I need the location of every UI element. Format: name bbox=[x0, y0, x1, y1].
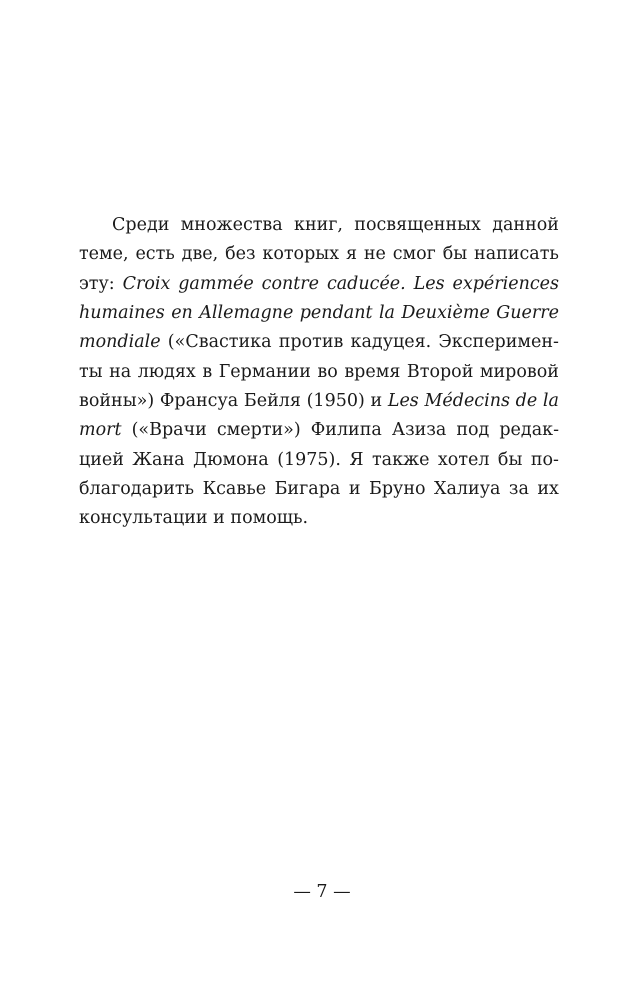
word: Ксавье bbox=[202, 479, 267, 500]
word: Guerre bbox=[496, 303, 559, 324]
word: по- bbox=[530, 449, 559, 470]
word: есть bbox=[135, 244, 175, 265]
word: написать bbox=[474, 244, 559, 265]
word: помощь. bbox=[230, 508, 309, 529]
word: en bbox=[171, 303, 193, 324]
word: (1950) bbox=[306, 391, 365, 412]
word: Я bbox=[349, 449, 364, 470]
word: в bbox=[202, 361, 213, 382]
word: во bbox=[317, 361, 338, 382]
word: Халиуа bbox=[434, 479, 501, 500]
word: Бигара bbox=[274, 479, 341, 500]
word: кадуцея. bbox=[350, 332, 432, 353]
word: Азиза bbox=[391, 420, 447, 441]
word: Жана bbox=[132, 449, 185, 470]
word: множества bbox=[180, 215, 283, 235]
word: бы bbox=[497, 449, 523, 470]
word: expériences bbox=[452, 273, 559, 294]
word: la bbox=[378, 303, 395, 324]
word: и bbox=[213, 508, 225, 529]
body-paragraph bbox=[79, 211, 559, 534]
word: pendant bbox=[299, 303, 373, 324]
word: Второй bbox=[406, 361, 474, 382]
word: время bbox=[344, 361, 401, 382]
word: Allemagne bbox=[199, 303, 294, 324]
text-line bbox=[79, 240, 559, 269]
word: de bbox=[515, 391, 538, 412]
text-line bbox=[79, 328, 559, 357]
word: gammée bbox=[178, 273, 254, 294]
word: (1975). bbox=[277, 449, 341, 470]
word: под bbox=[456, 420, 490, 441]
word: contre bbox=[261, 273, 320, 294]
page-number: — 7 — bbox=[293, 882, 351, 902]
word: хотел bbox=[437, 449, 490, 470]
word: и bbox=[348, 479, 361, 500]
word: людях bbox=[137, 361, 196, 382]
word: Дюмона bbox=[193, 449, 269, 470]
word: эту: bbox=[79, 273, 115, 294]
word: («Врачи bbox=[131, 420, 207, 441]
word: ты bbox=[79, 361, 103, 382]
text-line bbox=[79, 387, 559, 416]
word: caducée. bbox=[326, 273, 406, 294]
word: я bbox=[345, 244, 357, 265]
word: две, bbox=[181, 244, 219, 265]
word: также bbox=[371, 449, 430, 470]
word: консультации bbox=[79, 508, 208, 529]
word: и bbox=[370, 391, 383, 412]
word: теме, bbox=[79, 244, 129, 265]
word: войны») bbox=[79, 391, 155, 412]
word: Филипа bbox=[310, 420, 382, 441]
word: бы bbox=[442, 244, 468, 265]
word: без bbox=[225, 244, 256, 265]
word: на bbox=[109, 361, 132, 382]
word: Croix bbox=[122, 273, 171, 294]
word: смерти») bbox=[216, 420, 301, 441]
text-line bbox=[79, 299, 559, 328]
word: mort bbox=[79, 420, 122, 441]
word: Эксперимен- bbox=[438, 332, 559, 353]
text-line bbox=[79, 211, 559, 240]
word: Médecins bbox=[424, 391, 510, 412]
word: мировой bbox=[479, 361, 559, 382]
word: mondiale bbox=[79, 332, 161, 353]
text-line bbox=[79, 446, 559, 475]
word: редак- bbox=[499, 420, 559, 441]
word: благодарить bbox=[79, 479, 195, 500]
word: за bbox=[508, 479, 529, 500]
word: против bbox=[278, 332, 344, 353]
text-line bbox=[79, 270, 559, 299]
word: Les bbox=[387, 391, 419, 412]
word: Франсуа bbox=[159, 391, 239, 412]
word: смог bbox=[392, 244, 436, 265]
word: la bbox=[542, 391, 559, 412]
text-line bbox=[79, 416, 559, 445]
text-line bbox=[79, 358, 559, 387]
word: Бейля bbox=[243, 391, 301, 412]
word: Бруно bbox=[368, 479, 426, 500]
text-line bbox=[79, 475, 559, 504]
word: данной bbox=[492, 215, 559, 235]
word: («Свастика bbox=[167, 332, 272, 353]
word: Среди bbox=[112, 215, 170, 235]
word: humaines bbox=[79, 303, 165, 324]
word: книг, bbox=[294, 215, 343, 235]
word: их bbox=[537, 479, 559, 500]
word: цией bbox=[79, 449, 124, 470]
text-line bbox=[79, 504, 559, 533]
word: посвященных bbox=[354, 215, 481, 235]
word: Германии bbox=[218, 361, 311, 382]
word: Les bbox=[413, 273, 445, 294]
word: не bbox=[363, 244, 386, 265]
word: которых bbox=[262, 244, 340, 265]
word: Deuxième bbox=[401, 303, 490, 324]
